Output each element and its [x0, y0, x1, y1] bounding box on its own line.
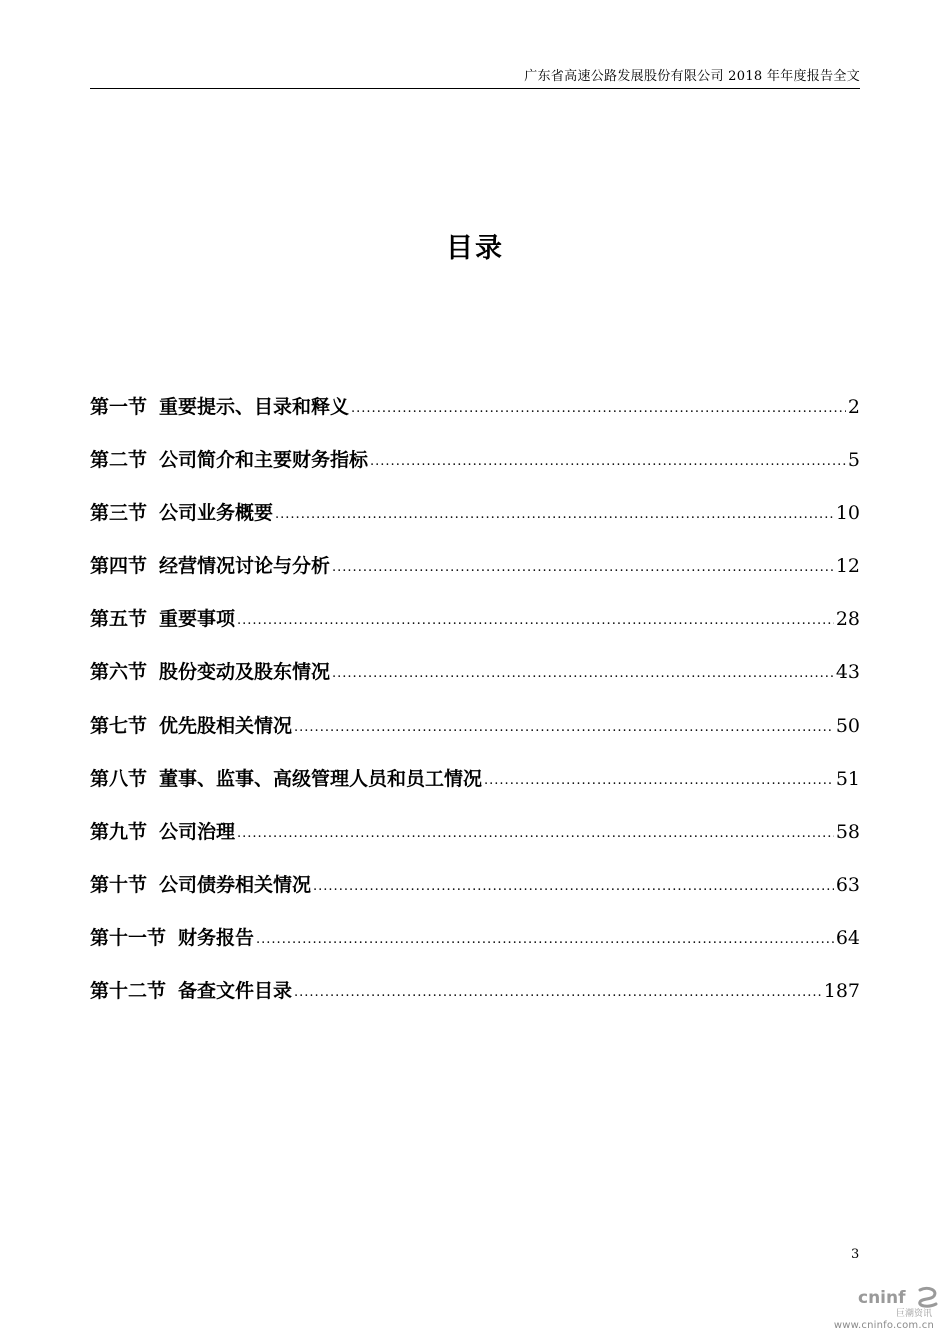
- page-header: [90, 62, 860, 89]
- toc-item[interactable]: [90, 817, 860, 870]
- toc-label: 重要事项: [159, 608, 236, 631]
- toc-section: 第二节: [90, 449, 148, 472]
- toc-section: 第十节: [90, 873, 148, 896]
- toc-label: 公司债券相关情况: [159, 873, 312, 896]
- toc-leader-dots: [237, 613, 834, 628]
- toc-label: 财务报告: [178, 926, 255, 949]
- toc-page-number: 12: [835, 555, 860, 578]
- toc-label: 公司简介和主要财务指标: [159, 449, 369, 472]
- toc-item[interactable]: [90, 870, 860, 923]
- toc-item[interactable]: [90, 498, 860, 551]
- toc-label: 公司治理: [159, 820, 236, 843]
- toc-page-number: 58: [835, 820, 860, 843]
- cninfo-watermark: [833, 1284, 940, 1334]
- toc-section: 第四节: [90, 555, 148, 578]
- toc-page-number: 2: [847, 396, 860, 418]
- toc-item[interactable]: [90, 711, 860, 764]
- toc-section: 第八节: [90, 767, 148, 790]
- toc-page-number: 5: [847, 449, 860, 472]
- toc-item[interactable]: [90, 392, 860, 445]
- toc-page-number: 51: [835, 767, 860, 790]
- header-title: 广东省高速公路发展股份有限公司 2018 年年度报告全文: [524, 69, 860, 84]
- watermark-logo-subtext: 巨潮资讯: [896, 1309, 933, 1318]
- toc-item[interactable]: [90, 551, 860, 604]
- toc-page-number: 43: [835, 661, 860, 684]
- page-title: 目录: [446, 233, 504, 264]
- toc-item[interactable]: [90, 657, 860, 710]
- toc-section: 第十二节: [90, 980, 167, 1003]
- toc-section: 第三节: [90, 502, 148, 525]
- toc-label: 股份变动及股东情况: [159, 661, 331, 684]
- toc-leader-dots: [370, 454, 846, 469]
- toc-item[interactable]: [90, 604, 860, 657]
- toc-section: 第一节: [90, 396, 148, 418]
- toc-page-number: 187: [823, 980, 860, 1003]
- toc-item[interactable]: [90, 764, 860, 817]
- toc-item[interactable]: [90, 976, 860, 1029]
- toc-leader-dots: [294, 985, 822, 1000]
- toc-section: 第五节: [90, 608, 148, 631]
- toc-leader-dots: [294, 720, 834, 735]
- page-number: 3: [851, 1247, 860, 1262]
- toc-label: 重要提示、目录和释义: [159, 396, 350, 418]
- toc-page-number: 28: [835, 608, 860, 631]
- toc-label: 经营情况讨论与分析: [159, 555, 331, 578]
- toc-label: 董事、监事、高级管理人员和员工情况: [159, 767, 483, 790]
- toc-leader-dots: [332, 560, 834, 575]
- watermark-url: www.cninfo.com.cn: [833, 1320, 934, 1331]
- toc-item[interactable]: [90, 445, 860, 498]
- toc-leader-dots: [237, 826, 834, 841]
- toc-page-number: 50: [835, 714, 860, 737]
- toc-item[interactable]: [90, 923, 860, 976]
- toc-section: 第九节: [90, 820, 148, 843]
- toc-leader-dots: [332, 666, 834, 681]
- toc-page-number: 63: [835, 873, 860, 896]
- toc-section: 第十一节: [90, 926, 167, 949]
- toc-label: 公司业务概要: [159, 502, 274, 525]
- cninfo-logo-icon: [858, 1286, 938, 1318]
- table-of-contents: [90, 392, 860, 1029]
- toc-label: 备查文件目录: [178, 980, 293, 1003]
- toc-section: 第六节: [90, 661, 148, 684]
- toc-leader-dots: [256, 932, 834, 947]
- toc-leader-dots: [351, 401, 846, 416]
- watermark-logo-text: cninf: [858, 1288, 906, 1308]
- toc-leader-dots: [275, 507, 834, 522]
- toc-page-number: 64: [835, 926, 860, 949]
- toc-section: 第七节: [90, 714, 148, 737]
- toc-leader-dots: [484, 773, 834, 788]
- toc-page-number: 10: [835, 502, 860, 525]
- toc-label: 优先股相关情况: [159, 714, 293, 737]
- toc-leader-dots: [313, 879, 834, 894]
